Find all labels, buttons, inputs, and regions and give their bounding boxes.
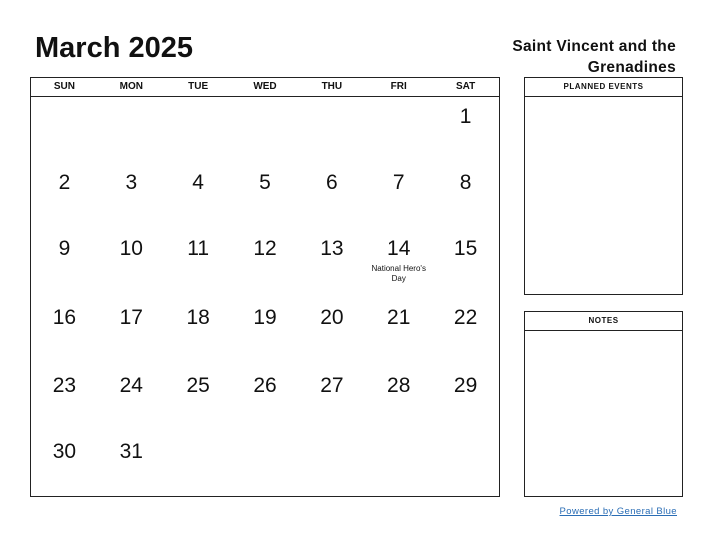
weekday-sat: SAT [455, 81, 476, 92]
holiday-label-line1: National Hero's [371, 264, 426, 273]
day-number: 19 [253, 306, 277, 329]
empty-day-cell [165, 432, 232, 496]
day-number: 27 [320, 374, 344, 397]
powered-by-link[interactable]: Powered by General Blue [559, 506, 677, 517]
day-number: 13 [320, 237, 344, 260]
week-row [31, 97, 499, 163]
day-number: 30 [52, 440, 77, 463]
country-name-line1: Saint Vincent and the [512, 38, 676, 55]
day-number: 20 [320, 306, 344, 329]
day-cell [432, 229, 499, 298]
week-row [31, 432, 499, 496]
day-number: 21 [387, 306, 411, 329]
empty-day-cell [365, 97, 432, 163]
day-cell [31, 366, 98, 432]
empty-day-cell [165, 97, 232, 163]
day-number: 3 [125, 171, 138, 194]
day-cell [232, 298, 299, 366]
weekday-wed: WED [253, 81, 277, 92]
weekday-mon: MON [119, 81, 143, 92]
day-cell [98, 229, 165, 298]
weekday-sun: SUN [53, 81, 75, 92]
notes-panel [524, 311, 683, 497]
day-number: 24 [119, 374, 143, 397]
day-number: 10 [119, 237, 143, 260]
day-number: 7 [392, 171, 405, 194]
week-row [31, 229, 499, 298]
country-name [466, 36, 676, 78]
day-number: 8 [459, 171, 472, 194]
day-number: 17 [119, 306, 143, 329]
empty-day-cell [298, 97, 365, 163]
country-name-line2: Grenadines [587, 59, 676, 76]
empty-day-cell [31, 97, 98, 163]
day-number: 12 [253, 237, 277, 260]
week-row [31, 366, 499, 432]
day-cell [98, 298, 165, 366]
empty-day-cell [365, 432, 432, 496]
weekday-header [31, 78, 499, 97]
day-cell [365, 298, 432, 366]
holiday-label-line2: Day [391, 274, 406, 283]
notes-heading: NOTES [525, 312, 682, 331]
day-cell [31, 163, 98, 229]
day-number: 25 [186, 374, 210, 397]
weekday-thu: THU [321, 81, 343, 92]
day-number: 5 [259, 171, 271, 194]
day-cell [98, 366, 165, 432]
day-cell [432, 298, 499, 366]
day-cell [98, 432, 165, 496]
empty-day-cell [298, 432, 365, 496]
week-row [31, 298, 499, 366]
weekday-tue: TUE [188, 81, 209, 92]
day-grid [31, 97, 499, 496]
day-cell [165, 163, 232, 229]
day-cell [298, 163, 365, 229]
day-cell [365, 366, 432, 432]
day-cell [232, 163, 299, 229]
day-cell [165, 298, 232, 366]
day-number: 1 [459, 105, 472, 128]
day-cell [232, 366, 299, 432]
day-number: 16 [52, 306, 77, 329]
empty-day-cell [232, 97, 299, 163]
day-cell [31, 229, 98, 298]
planned-events-heading: PLANNED EVENTS [525, 78, 682, 97]
weekday-fri: FRI [390, 81, 407, 92]
day-number: 26 [253, 374, 277, 397]
day-number: 22 [453, 306, 478, 329]
day-number: 2 [58, 171, 71, 194]
day-cell [298, 366, 365, 432]
day-cell [432, 163, 499, 229]
day-cell [165, 229, 232, 298]
day-cell [365, 229, 432, 298]
calendar-grid [30, 77, 500, 497]
day-cell [432, 97, 499, 163]
day-cell [365, 163, 432, 229]
day-cell [31, 298, 98, 366]
empty-day-cell [232, 432, 299, 496]
day-number: 29 [453, 374, 478, 397]
day-cell [432, 366, 499, 432]
planned-events-panel [524, 77, 683, 295]
day-cell [31, 432, 98, 496]
day-number: 11 [187, 237, 210, 260]
day-number: 14 [387, 237, 411, 260]
day-number: 23 [52, 374, 77, 397]
day-number: 28 [387, 374, 411, 397]
week-row [31, 163, 499, 229]
empty-day-cell [432, 432, 499, 496]
day-cell [165, 366, 232, 432]
day-number: 6 [326, 171, 338, 194]
day-number: 31 [119, 440, 143, 463]
day-number: 9 [58, 237, 71, 260]
day-number: 4 [192, 171, 204, 194]
month-title: March 2025 [35, 32, 193, 64]
day-cell [298, 298, 365, 366]
day-cell [298, 229, 365, 298]
day-cell [232, 229, 299, 298]
holiday-label [365, 264, 432, 284]
day-number: 15 [453, 237, 478, 260]
day-cell [98, 163, 165, 229]
empty-day-cell [98, 97, 165, 163]
day-number: 18 [186, 306, 210, 329]
